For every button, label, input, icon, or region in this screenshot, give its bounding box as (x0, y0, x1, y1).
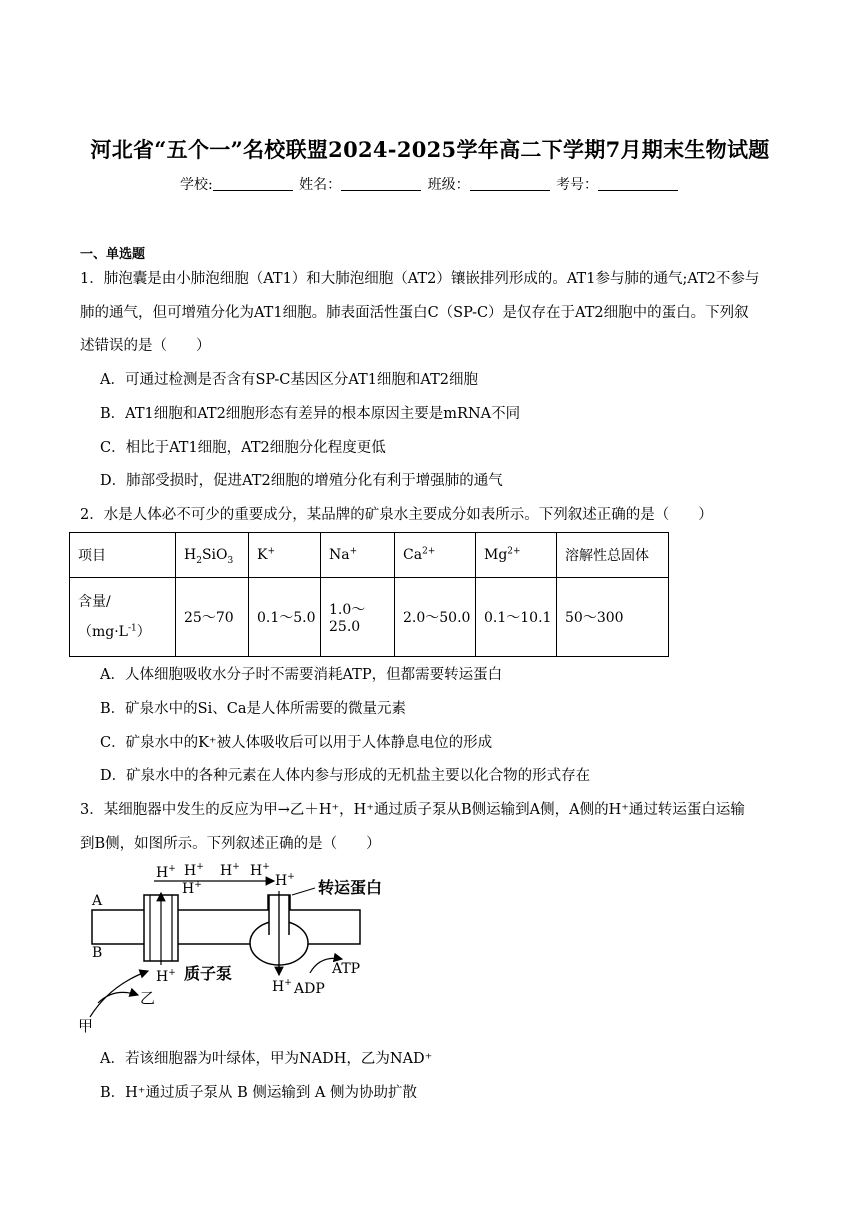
q1-stem-line-1: 1．肺泡囊是由小肺泡细胞（AT1）和大肺泡细胞（AT2）镶嵌排列形成的。AT1参与肺的通气;AT2不参与 (80, 271, 760, 287)
class-label: 班级： (427, 177, 470, 193)
name-label: 姓名： (299, 177, 342, 193)
table-header-item: 项目 (70, 533, 176, 578)
table-cell-value: 50～300 (557, 578, 669, 657)
q3-option-a[interactable]: A．若该细胞器为叶绿体，甲为NADH，乙为NAD⁺ (100, 1051, 433, 1067)
table-header-k: K+ (249, 533, 321, 578)
class-blank[interactable] (470, 176, 550, 191)
proton-pump-label: 质子泵 (184, 964, 233, 983)
q3-stem-line-2: 到B侧，如图所示。下列叙述正确的是（ ） (80, 836, 381, 852)
adp-label: ADP (294, 981, 325, 997)
q3-stem-line-1: 3．某细胞器中发生的反应为甲→乙＋H⁺，H⁺通过质子泵从B侧运输到A侧，A侧的H⁺通过转运蛋白运输 (80, 802, 745, 818)
table-content-label: 含量/ $(mg\cdot L^{-1})$ (70, 578, 176, 657)
q2-option-c[interactable]: C．矿泉水中的K⁺被人体吸收后可以用于人体静息电位的形成 (100, 735, 493, 751)
h-plus-label: H+ (220, 862, 240, 879)
q2-option-d[interactable]: D．矿泉水中的各种元素在人体内参与形成的无机盐主要以化合物的形式存在 (100, 768, 591, 784)
jia-label: 甲 (78, 1017, 94, 1035)
exam-no-label: 考号： (556, 177, 599, 193)
h-plus-label: H+ (272, 978, 292, 995)
q3-option-b[interactable]: B．H⁺通过质子泵从 B 侧运输到 A 侧为协助扩散 (100, 1085, 418, 1101)
h-plus-label: H+ (156, 968, 176, 985)
table-header-mg: $Mg^{2+}$ (476, 533, 557, 578)
table-cell-value: 1.0～25.0 (321, 578, 395, 657)
q2-option-b[interactable]: B．矿泉水中的Si、Ca是人体所需要的微量元素 (100, 701, 406, 717)
table-header-total-solids: 溶解性总固体 (557, 533, 669, 578)
q1-option-a[interactable]: A．可通过检测是否含有SP-C基因区分AT1细胞和AT2细胞 (100, 372, 479, 388)
q1-stem-line-2: 肺的通气，但可增殖分化为AT1细胞。肺表面活性蛋白C（SP-C）是仅存在于AT2细胞中的蛋白。下列叙 (80, 305, 749, 321)
page-title: 河北省“五个一”名校联盟2024-2025学年高二下学期7月期末生物试题 (90, 137, 770, 162)
table-cell-value: 0.1～10.1 (476, 578, 557, 657)
q1-option-d[interactable]: D．肺部受损时，促进AT2细胞的增殖分化有利于增强肺的通气 (100, 473, 503, 489)
h-plus-label: H+ (156, 864, 176, 881)
membrane (92, 910, 360, 944)
table-header-h2sio3: $H_2SiO_3$ (176, 533, 249, 578)
h-plus-label: H+ (250, 862, 270, 879)
table-header-ca: $Ca^{2+}$ (395, 533, 476, 578)
school-blank[interactable] (213, 176, 293, 191)
yi-label: 乙 (140, 989, 156, 1007)
q1-option-b[interactable]: B．AT1细胞和AT2细胞形态有差异的根本原因主要是mRNA不同 (100, 406, 521, 422)
q2-option-a[interactable]: A．人体细胞吸收水分子时不需要消耗ATP，但都需要转运蛋白 (100, 667, 503, 683)
h-plus-label: H+ (182, 880, 202, 897)
side-a-label: A (92, 893, 103, 909)
exam-no-blank[interactable] (598, 176, 678, 191)
table-cell-value: 0.1～5.0 (249, 578, 321, 657)
q1-option-c[interactable]: C．相比于AT1细胞，AT2细胞分化程度更低 (100, 440, 386, 456)
section-title: 一、单选题 (80, 247, 146, 262)
mineral-water-table (69, 532, 669, 657)
table-cell-value: 2.0～50.0 (395, 578, 476, 657)
q2-stem: 2．水是人体必不可少的重要成分，某品牌的矿泉水主要成分如表所示。下列叙述正确的是（ ） (80, 507, 713, 523)
h-plus-label: H+ (184, 862, 204, 879)
table-header-na: Na+ (321, 533, 395, 578)
school-label: 学校: (179, 177, 213, 193)
side-b-label: B (92, 945, 103, 961)
h-plus-label: H+ (275, 872, 295, 889)
atp-label: ATP (332, 961, 361, 977)
table-cell-value: 25～70 (176, 578, 249, 657)
name-blank[interactable] (341, 176, 421, 191)
q1-stem-line-3: 述错误的是（ ） (80, 338, 211, 354)
transporter-label: 转运蛋白 (318, 878, 383, 897)
student-info-line (0, 174, 860, 194)
proton-transport-diagram (70, 855, 400, 1035)
